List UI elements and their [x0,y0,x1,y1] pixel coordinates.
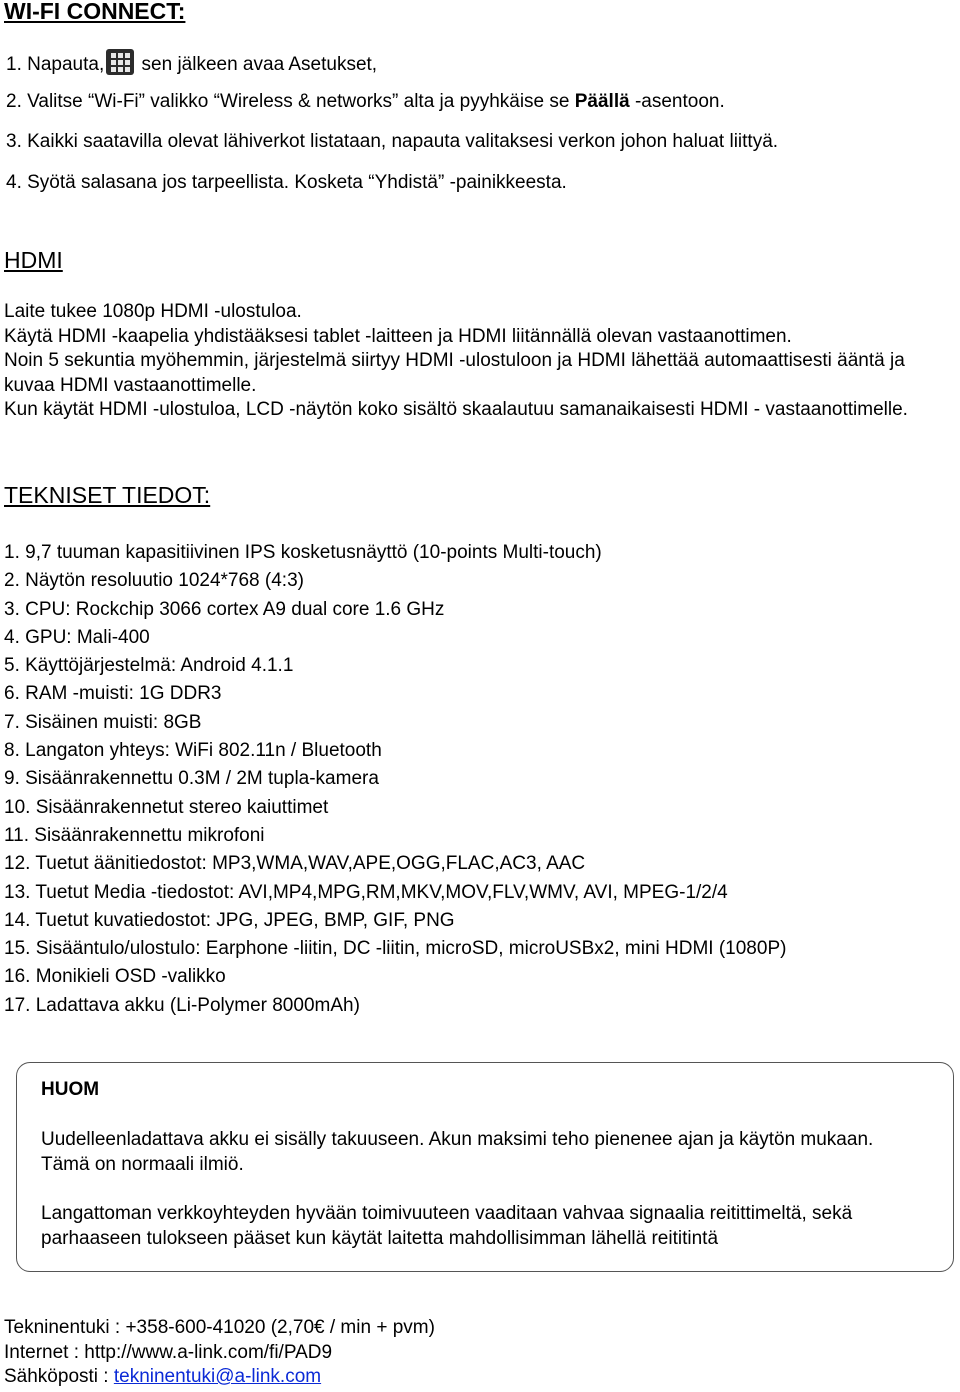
email-label: Sähköposti : [4,1366,114,1387]
note-paragraph-1: Uudelleenladattava akku ei sisälly takuuseen. Akun maksimi teho pienenee ajan ja käytön mukaan. Tämä on normaali ilmiö. [41,1129,874,1175]
spec-item: 5. Käyttöjärjestelmä: Android 4.1.1 [4,655,294,677]
spec-item: 1. 9,7 tuuman kapasitiivinen IPS kosketusnäyttö (10-points Multi-touch) [4,542,602,563]
spec-item: 2. Näytön resoluutio 1024*768 (4:3) [4,570,304,592]
hdmi-body [4,300,954,423]
internet-address: Internet : http://www.a-link.com/fi/PAD9 [4,1341,333,1363]
wifi-step-1-prefix: 1. Napauta, [6,54,105,75]
support-phone: Tekninentuki : +358-600-41020 (2,70€ / min + pvm) [4,1317,435,1338]
hdmi-line-1: Laite tukee 1080p HDMI -ulostuloa. [4,301,302,322]
email-link[interactable]: tekninentuki@a-link.com [113,1366,322,1387]
hdmi-heading: HDMI [4,247,63,273]
wifi-step-2-text: 2. Valitse “Wi-Fi” valikko “Wireless & networks” alta ja pyyhkäise se [6,91,575,112]
wifi-step-4: 4. Syötä salasana jos tarpeellista. Kosketa “Yhdistä” -painikkeesta. [6,172,567,193]
spec-item: 4. GPU: Mali-400 [4,626,150,648]
note-title: HUOM [41,1079,100,1100]
spec-item: 13. Tuetut Media -tiedostot: AVI,MP4,MPG,RM,MKV,MOV,FLV,WMV, AVI, MPEG-1/2/4 [4,881,728,903]
wifi-heading: WI-FI CONNECT: [4,0,186,24]
note-paragraph-2: Langattoman verkkoyhteyden hyvään toimivuuteen vaaditaan vahvaa signaalia reitittimeltä, sekä parhaaseen tulokseen pääset kun käytät laitetta mahdollisimman lähellä reititintä [41,1203,853,1249]
wifi-step-3: 3. Kaikki saatavilla olevat lähiverkot listataan, napauta valitaksesi verkon johon haluat liittyä. [6,131,779,152]
apps-grid-icon [106,49,134,75]
specs-heading: TEKNISET TIEDOT: [4,482,211,508]
spec-item: 7. Sisäinen muisti: 8GB [4,711,202,733]
spec-item: 14. Tuetut kuvatiedostot: JPG, JPEG, BMP, GIF, PNG [4,909,455,931]
hdmi-line-3: Noin 5 sekuntia myöhemmin, järjestelmä siirtyy HDMI -ulostuloon ja HDMI lähettää automaattisesti ääntä ja kuvaa HDMI vastaanottimelle. [4,350,905,396]
contact-footer [4,1316,435,1390]
spec-item: 17. Ladattava akku (Li-Polymer 8000mAh) [4,994,360,1016]
wifi-step-1-suffix: sen jälkeen avaa Asetukset, [136,54,378,75]
spec-item: 9. Sisäänrakennettu 0.3M / 2M tupla-kamera [4,768,379,790]
note-box [16,1062,954,1272]
wifi-step-2-bold: Päällä [574,91,630,112]
wifi-step-2 [6,90,725,114]
hdmi-line-4: Kun käytät HDMI -ulostuloa, LCD -näytön koko sisältö skaalautuu samanaikaisesti HDMI - vastaanottimelle. [4,399,908,420]
spec-item: 11. Sisäänrakennettu mikrofoni [4,824,265,846]
spec-item: 8. Langaton yhteys: WiFi 802.11n / Bluetooth [4,740,382,762]
wifi-step-1 [6,49,377,77]
spec-item: 3. CPU: Rockchip 3066 cortex A9 dual core 1.6 GHz [4,598,445,620]
spec-item: 15. Sisääntulo/ulostulo: Earphone -liitin, DC -liitin, microSD, microUSBx2, mini HDMI (1080P) [4,938,787,960]
spec-item: 10. Sisäänrakennetut stereo kaiuttimet [4,796,329,818]
spec-item: 6. RAM -muisti: 1G DDR3 [4,683,222,705]
specs-list [4,539,786,1020]
hdmi-line-2: Käytä HDMI -kaapelia yhdistääksesi tablet -laitteen ja HDMI liitännällä olevan vastaanottimen. [4,325,792,347]
email-line [4,1365,435,1390]
spec-item: 12. Tuetut äänitiedostot: MP3,WMA,WAV,APE,OGG,FLAC,AC3, AAC [4,853,586,875]
spec-item: 16. Monikieli OSD -valikko [4,966,226,988]
wifi-step-2-tail: -asentoon. [629,91,725,112]
